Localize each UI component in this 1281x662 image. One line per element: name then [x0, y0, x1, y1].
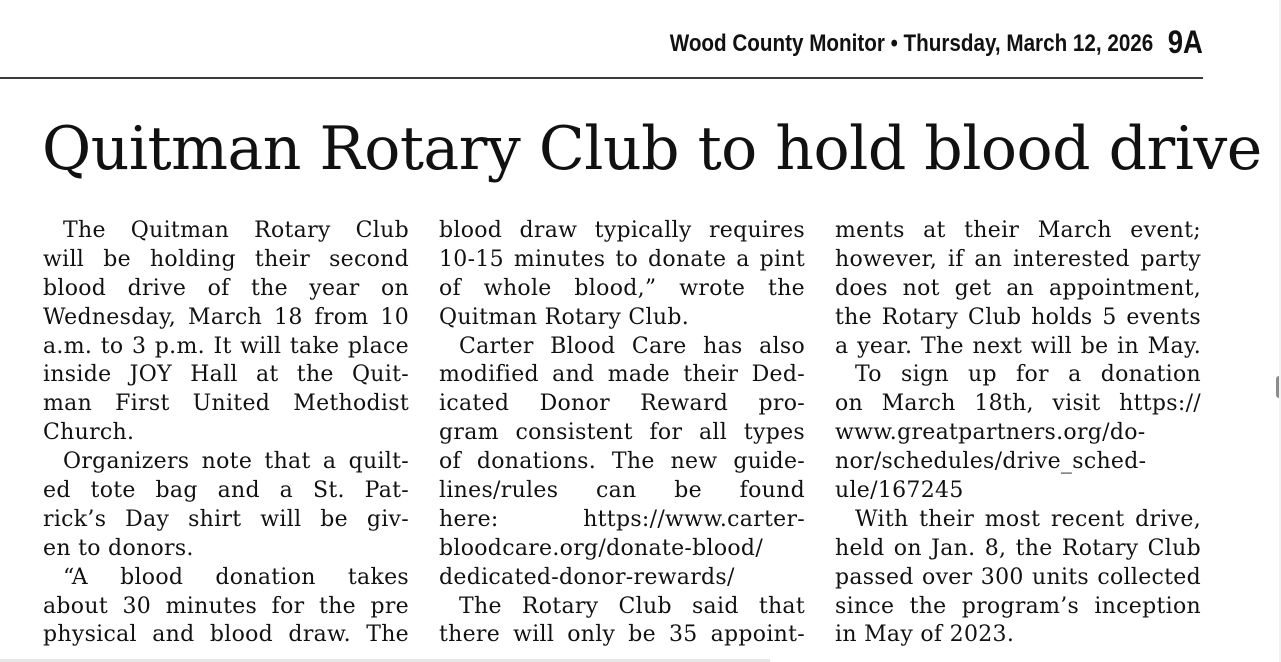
article-line: about 30 minutes for the pre [43, 593, 409, 619]
article-line: passed over 300 units collected [835, 564, 1201, 590]
article-line: ule/167245 [835, 478, 964, 504]
article-line: Carter Blood Care has also [459, 333, 805, 359]
article-line: on March 18th, visit https:// [835, 391, 1201, 417]
article-line: Quitman Rotary Club. [439, 304, 690, 330]
article-line: since the program’s inception [835, 593, 1201, 619]
article-line: gram consistent for all types [439, 420, 805, 446]
article-line: however, if an interested party [835, 246, 1201, 272]
article-line: man First United Methodist [43, 391, 409, 417]
article-line: ments at their March event; [835, 218, 1201, 243]
article-line: “A blood donation takes [63, 564, 409, 590]
article-line: bloodcare.org/donate-blood/ [439, 535, 764, 561]
article-line: The Rotary Club said that [459, 593, 805, 619]
page-number: 9A [1167, 24, 1203, 60]
article-line: here: https://www.carter- [439, 506, 805, 532]
article-line: ed tote bag and a St. Pat- [43, 478, 409, 504]
article-line: there will only be 35 appoint- [439, 622, 805, 648]
article-line: in May of 2023. [835, 622, 1015, 648]
article-line: physical and blood draw. The [43, 622, 409, 648]
article-line: Organizers note that a quilt- [63, 449, 409, 475]
article-line: blood drive of the year on [43, 275, 409, 301]
page-header [0, 0, 1203, 79]
article-line: will be holding their second [43, 246, 409, 272]
article-line: nor/schedules/drive_sched- [835, 449, 1147, 475]
article-line: a year. The next will be in May. [835, 333, 1201, 359]
article-column-2 [439, 217, 805, 650]
article-line: en to donors. [43, 535, 194, 561]
article-column-1 [43, 217, 409, 650]
article-line: of whole blood,” wrote the [439, 275, 805, 301]
article-line: blood draw typically requires [439, 218, 805, 243]
article-line: the Rotary Club holds 5 events [835, 304, 1201, 330]
article-line: With their most recent drive, [855, 506, 1201, 532]
article-line: lines/rules can be found [439, 478, 805, 504]
article-line: Church. [43, 420, 135, 446]
article-headline: Quitman Rotary Club to hold blood drive [42, 114, 1262, 184]
article-line: To sign up for a donation [855, 362, 1201, 388]
article-line: of donations. The new guide- [439, 449, 805, 475]
article-line: a.m. to 3 p.m. It will take place [43, 333, 409, 359]
article-line: does not get an appointment, [835, 275, 1201, 301]
article-line: 10-15 minutes to donate a pint [439, 246, 805, 272]
article-column-3 [835, 217, 1201, 650]
article-line: rick’s Day shirt will be giv- [43, 506, 409, 532]
article-line: Wednesday, March 18 from 10 [43, 304, 409, 330]
article-line: dedicated-donor-rewards/ [439, 564, 735, 590]
article-line: The Quitman Rotary Club [63, 218, 409, 243]
article-line: www.greatpartners.org/do- [835, 420, 1146, 446]
article-line: icated Donor Reward pro- [439, 391, 805, 417]
article-line: held on Jan. 8, the Rotary Club [835, 535, 1201, 561]
article-line: modified and made their Ded- [439, 362, 805, 388]
publication-dateline: Wood County Monitor • Thursday, March 12, 2026 [669, 30, 1153, 57]
article-line: inside JOY Hall at the Quit- [43, 362, 409, 388]
